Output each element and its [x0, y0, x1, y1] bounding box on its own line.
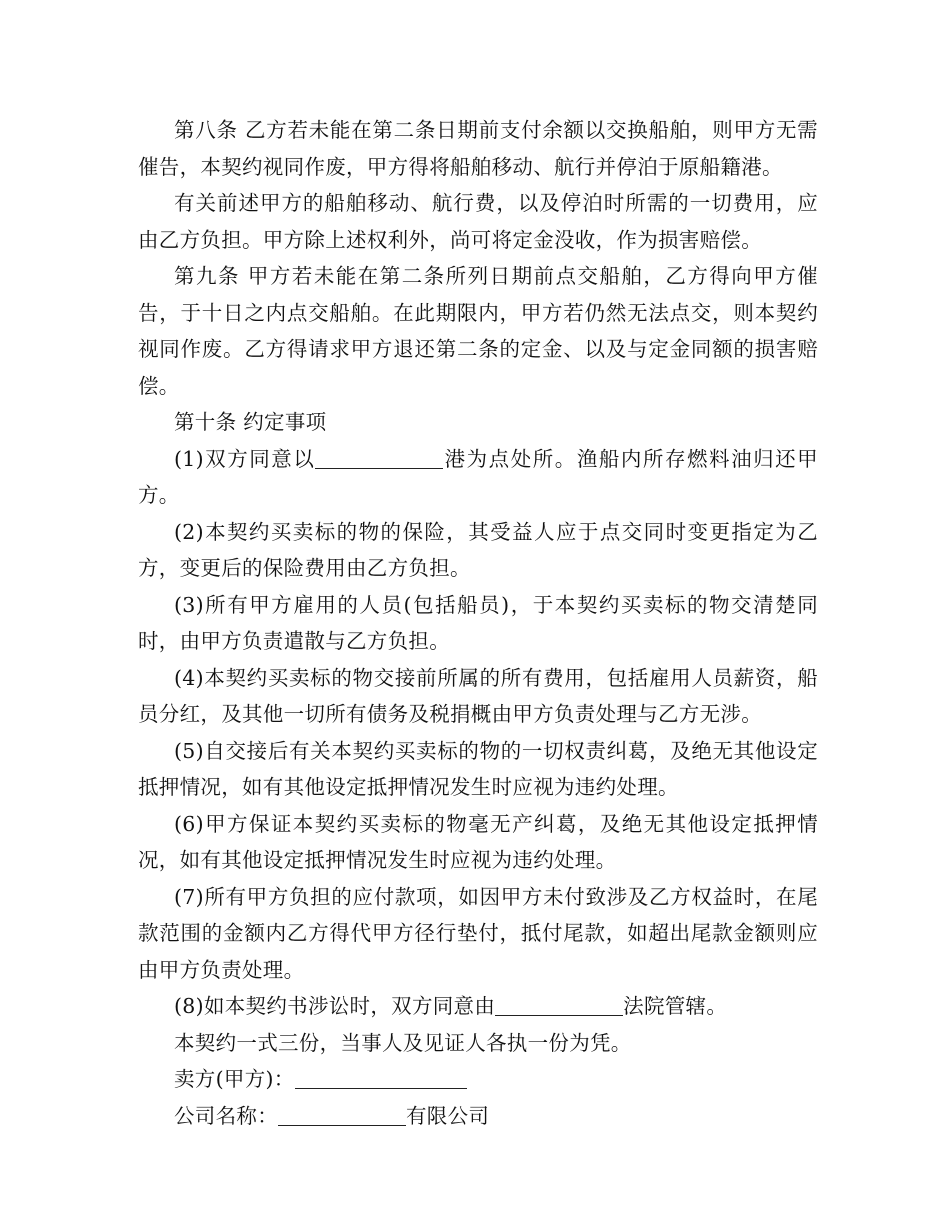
company-line — [138, 1098, 818, 1135]
company-label: 公司名称： — [174, 1103, 278, 1128]
item-3: (3)所有甲方雇用的人员(包括船员)，于本契约买卖标的物交清楚同时，由甲方负责遣散与乙方负担。 — [138, 592, 818, 653]
item-6: (6)甲方保证本契约买卖标的物毫无产纠葛，及绝无其他设定抵押情况，如有其他设定抵押情况发生时应视为违约处理。 — [138, 811, 818, 872]
item-5: (5)自交接后有关本契约买卖标的物的一切权责纠葛，及绝无其他设定抵押情况，如有其他设定抵押情况发生时应视为违约处理。 — [138, 738, 818, 799]
item-2: (2)本契约买卖标的物的保险，其受益人应于点交同时变更指定为乙方，变更后的保险费用由乙方负担。 — [138, 519, 818, 580]
company-suffix: 有限公司 — [406, 1103, 490, 1128]
item-4: (4)本契约买卖标的物交接前所属的所有费用，包括雇用人员薪资，船员分红，及其他一切所有债务及税捐概由甲方负责处理与乙方无涉。 — [138, 665, 818, 726]
company-name-blank — [278, 1105, 406, 1126]
item-7: (7)所有甲方负担的应付款项，如因甲方未付致涉及乙方权益时，在尾款范围的金额内乙方得代甲方径行垫付，抵付尾款，如超出尾款金额则应由甲方负责处理。 — [138, 884, 818, 982]
seller-line — [138, 1061, 818, 1098]
item-8-suffix: 法院管辖。 — [623, 994, 728, 1018]
port-blank — [315, 448, 443, 469]
article-8-paragraph: 第八条 乙方若未能在第二条日期前支付余额以交换船舶，则甲方无需催告，本契约视同作废，甲方得将船舶移动、航行并停泊于原船籍港。 — [138, 118, 818, 179]
article-9-paragraph: 第九条 甲方若未能在第二条所列日期前点交船舶，乙方得向甲方催告，于十日之内点交船舶。在此期限内，甲方若仍然无法点交，则本契约视同作废。乙方得请求甲方退还第二条的定金、以及与定金同额的损害赔偿。 — [138, 264, 818, 398]
item-8 — [138, 988, 818, 1025]
seller-blank — [295, 1068, 467, 1089]
article-8-costs-paragraph: 有关前述甲方的船舶移动、航行费，以及停泊时所需的一切费用，应由乙方负担。甲方除上述权利外，尚可将定金没收，作为损害赔偿。 — [138, 191, 818, 252]
item-1-prefix: (1)双方同意以 — [174, 446, 316, 471]
copies-paragraph: 本契约一式三份，当事人及见证人各执一份为凭。 — [174, 1030, 632, 1055]
item-8-prefix: (8)如本契约书涉讼时，双方同意由 — [174, 994, 496, 1018]
item-1 — [138, 441, 818, 514]
seller-label: 卖方(甲方)： — [174, 1067, 295, 1091]
contract-page — [138, 112, 818, 1134]
item-1-suffix: 港为点处所。渔船内所存燃料油归还甲方。 — [138, 446, 818, 507]
article-10-heading: 第十条 约定事项 — [174, 410, 327, 434]
court-blank — [495, 995, 623, 1016]
